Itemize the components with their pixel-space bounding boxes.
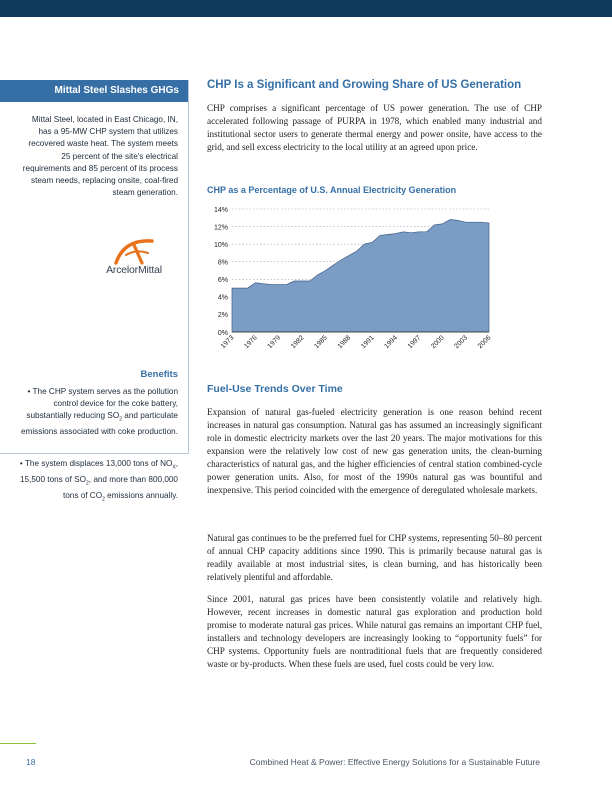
benefit2-text-d: emissions annually. [104,490,178,500]
page-number: 18 [26,757,36,767]
footer-title: Combined Heat & Power: Effective Energy Solutions for a Sustainable Future [249,757,540,767]
y-tick-label: 8% [217,259,228,267]
y-tick-label: 6% [217,277,228,285]
intro-paragraph: CHP comprises a significant percentage of US power generation. The use of CHP accelerated following passage of PURPA in 1978, which enabled many industrial and institutional sector users to generate thermal energy and power onsite, have access to the grid, and sell excess electricity to the local utility at an agreed upon price. [207,103,542,152]
sub-2: 2 [102,496,105,503]
benefit2-text-a: • The system displaces 13,000 tons of NO [19,459,173,468]
benefit-item-1 [18,386,178,438]
x-tick-label: 1979 [266,334,283,351]
x-tick-label: 1997 [406,334,423,351]
footer-rule [0,743,36,744]
x-tick-label: 1994 [383,334,399,351]
chp-share-area [232,220,489,333]
sub-2: 2 [85,480,89,487]
x-tick-label: 1991 [359,334,376,351]
y-tick-label: 12% [213,224,228,232]
y-tick-label: 4% [217,294,228,302]
x-tick-label: 1988 [336,334,353,351]
logo-arc-icon [112,235,156,265]
x-tick-label: 2003 [453,334,470,351]
fuel-heading: Fuel-Use Trends Over Time [207,383,343,395]
paragraph-2: Natural gas continues to be the preferred fuel for CHP systems, representing 50–80 percent of annual CHP capacity additions since 1990. This is primarily because natural gas is readily available at most industrial sites, is clean burning, and has historically been relatively plentiful and affordable. [207,533,542,582]
logo-text: ArcelorMittal [106,264,162,276]
y-tick-label: 2% [217,312,228,320]
y-tick-label: 14% [213,206,228,214]
x-tick-label: 1973 [219,334,236,351]
benefit1-text-b: and particulate emissions associated with coke production. [20,411,178,437]
x-tick-label: 1976 [243,334,259,351]
benefits-title: Benefits [140,369,178,380]
benefit-item-2 [18,458,178,506]
top-bar [0,0,612,17]
sidebar-title: Mittal Steel Slashes GHGs [54,85,179,96]
y-tick-label: 0% [217,329,228,337]
x-tick-label: 2000 [430,334,446,351]
sidebar-header [0,80,188,102]
benefit1-text-a: • The CHP system serves as the pollution control device for the coke battery, substantially reducing SO [26,387,178,421]
chart-title: CHP as a Percentage of U.S. Annual Electricity Generation [207,185,457,195]
benefit2-text-c: , and more than 800,000 tons of CO [62,474,178,500]
section-heading: CHP Is a Significant and Growing Share of US Generation [207,79,522,91]
arcelormittal-logo [92,235,176,279]
sidebar-box [0,80,189,503]
benefit2-text-b: , 15,500 tons of SO [19,459,178,484]
chp-area-chart [205,200,505,360]
paragraph-3: Since 2001, natural gas prices have been consistently volatile and relatively high. However, recent increases in domestic natural gas exploration and production hold promise to moderate natural gas prices. While natural gas remains an important CHP fuel, installers and technology developers are increasingly looking to “opportunity fuels” for CHP systems. Opportunity fuels are nontraditional fuels that are frequently considered waste or by-products. When these fuels are used, fuel costs could be very low. [207,594,542,669]
sidebar-intro: Mittal Steel, located in East Chicago, IN, has a 95-MW CHP system that utilizes recovered waste heat. The system meets 25 percent of the site's electrical requirements and 85 percent of its process steam needs, replacing onsite, coal-fired steam generation. [22,115,178,198]
x-tick-label: 1985 [313,334,329,351]
x-tick-label: 1982 [289,334,306,351]
y-tick-label: 10% [213,241,228,249]
x-tick-label: 2006 [476,334,493,351]
sub-2: 2 [119,417,122,424]
paragraph-1: Expansion of natural gas-fueled electricity generation is one reason behind recent increases in natural gas consumption. Natural gas has assumed an increasingly significant role in domestic electricity markets over the last 20 years. The major motivations for this expansion were the relatively low cost of new gas generation units, the clean-burning characteristics of natural gas, and the higher efficiencies of central station combined-cycle power generation units. Also, for most of the 1990s natural gas was bountiful and inexpensive. This period coincided with the emergence of deregulated wholesale markets. [207,407,542,495]
sub-x: X [172,464,176,471]
